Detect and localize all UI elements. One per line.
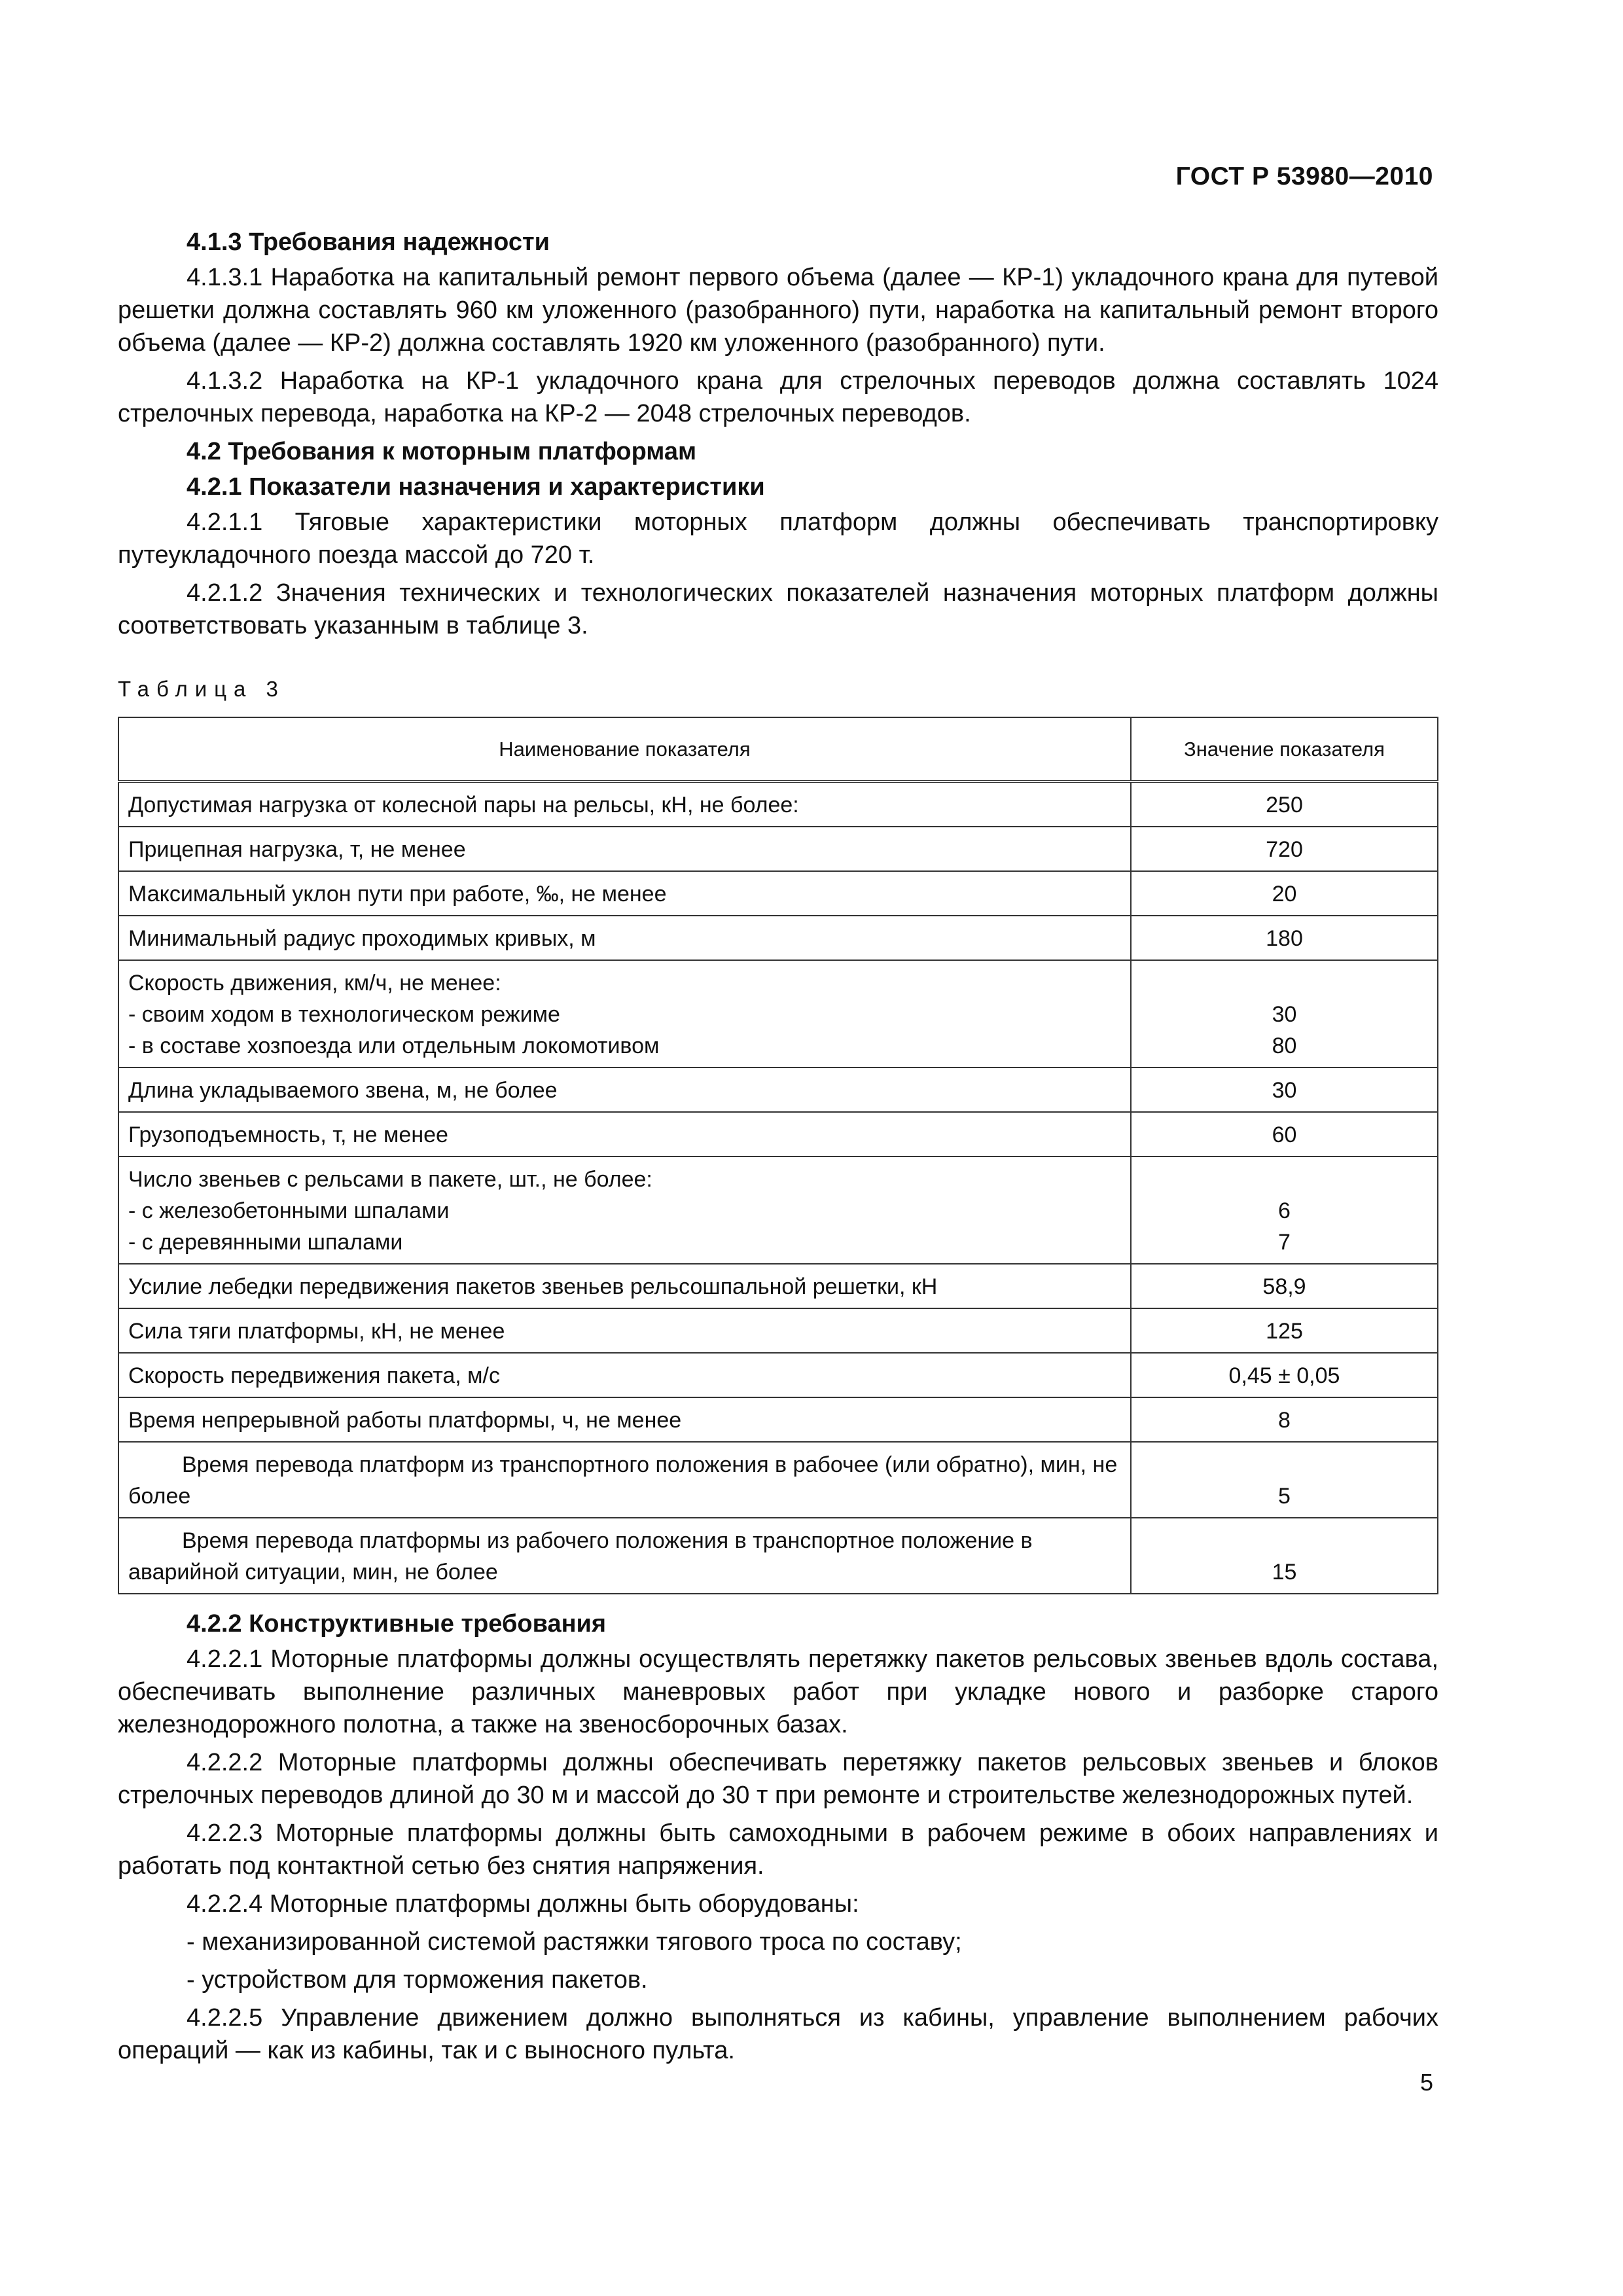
row-value-group (1131, 960, 1438, 1067)
table-row (118, 827, 1438, 871)
heading-4-2-1: 4.2.1 Показатели назначения и характеристики (187, 473, 765, 501)
row-name: Прицепная нагрузка, т, не менее (118, 827, 1131, 871)
row-value: 15 (1131, 1518, 1438, 1594)
table-row (118, 781, 1438, 827)
row-value: 6 (1278, 1198, 1291, 1223)
row-subitem: - своим ходом в технологическом режиме (128, 1002, 560, 1027)
row-name: Время непрерывной работы платформы, ч, не менее (118, 1397, 1131, 1442)
row-name: Число звеньев с рельсами в пакете, шт., не более: (128, 1167, 652, 1192)
paragraph-4-2-1-2: 4.2.1.2 Значения технических и технологических показателей назначения моторных платформ должны соответствовать указанным в таблице 3. (118, 579, 1438, 639)
row-name: Усилие лебедки передвижения пакетов звеньев рельсошпальной решетки, кН (118, 1264, 1131, 1308)
heading-4-1-3: 4.1.3 Требования надежности (187, 228, 550, 256)
row-name: Допустимая нагрузка от колесной пары на рельсы, кН, не более: (118, 781, 1131, 827)
table-caption: Таблица 3 (118, 677, 285, 701)
heading-4-2-2: 4.2.2 Конструктивные требования (187, 1610, 607, 1638)
table-row (118, 960, 1438, 1067)
row-value: 30 (1131, 1067, 1438, 1112)
specification-table (118, 717, 1438, 1594)
row-value: 7 (1278, 1230, 1291, 1255)
row-name-group (118, 1157, 1131, 1264)
row-name: Время перевода платформы из рабочего положения в транспортное положение в аварийной ситуации, мин, не более (128, 1528, 1033, 1585)
row-value: 720 (1131, 827, 1438, 871)
table-row (118, 1518, 1438, 1594)
row-value-group (1131, 1157, 1438, 1264)
table-row (118, 1067, 1438, 1112)
row-subitem: - в составе хозпоезда или отдельным локомотивом (128, 1033, 660, 1058)
row-name: Длина укладываемого звена, м, не более (118, 1067, 1131, 1112)
row-value: 250 (1131, 781, 1438, 827)
paragraph-4-2-2-1: 4.2.2.1 Моторные платформы должны осуществлять перетяжку пакетов рельсовых звеньев вдоль состава, обеспечивать выполнение различных маневровых работ при укладке нового и разборке старого железнодорожного полотна, а также на звеносборочных базах. (118, 1645, 1438, 1738)
document-code: ГОСТ Р 53980—2010 (1175, 162, 1433, 190)
table-row (118, 1442, 1438, 1518)
row-name: Время перевода платформ из транспортного положения в рабочее (или обратно), мин, не более (128, 1452, 1118, 1509)
paragraph-4-1-3-1: 4.1.3.1 Наработка на капитальный ремонт первого объема (далее — КР-1) укладочного крана для путевой решетки должна составлять 960 км уложенного (разобранного) пути, наработка на капитальный ремонт второго объема (далее — КР-2) должна составлять 1920 км уложенного (разобранного) пути. (118, 264, 1438, 357)
row-name: Скорость передвижения пакета, м/с (118, 1353, 1131, 1397)
row-name-group (118, 960, 1131, 1067)
paragraph-4-1-3-2: 4.1.3.2 Наработка на КР-1 укладочного крана для стрелочных переводов должна составлять 1024 стрелочных перевода, наработка на КР-2 — 2048 стрелочных переводов. (118, 367, 1438, 427)
row-value: 125 (1131, 1308, 1438, 1353)
document-body (118, 226, 1438, 2072)
row-value: 60 (1131, 1112, 1438, 1157)
table-row (118, 1308, 1438, 1353)
paragraph-4-2-1-1: 4.2.1.1 Тяговые характеристики моторных платформ должны обеспечивать транспортировку путеукладочного поезда массой до 720 т. (118, 509, 1438, 569)
paragraph-4-2-2-2: 4.2.2.2 Моторные платформы должны обеспечивать перетяжку пакетов рельсовых звеньев и блоков стрелочных переводов длиной до 30 м и массой до 30 т при ремонте и строительстве железнодорожных путей. (118, 1749, 1438, 1809)
column-header-value: Значение показателя (1131, 717, 1438, 781)
table-row (118, 871, 1438, 916)
list-item: - устройством для торможения пакетов. (187, 1966, 648, 1994)
row-subitem: - с железобетонными шпалами (128, 1198, 450, 1223)
row-value: 30 (1272, 1002, 1297, 1027)
list-item: - механизированной системой растяжки тягового троса по составу; (187, 1928, 962, 1956)
paragraph-4-2-2-3: 4.2.2.3 Моторные платформы должны быть самоходными в рабочем режиме в обоих направлениях и работать под контактной сетью без снятия напряжения. (118, 1820, 1438, 1880)
row-name: Максимальный уклон пути при работе, ‰, не менее (118, 871, 1131, 916)
table-header-row (118, 717, 1438, 781)
table-row (118, 1397, 1438, 1442)
row-value: 80 (1272, 1033, 1297, 1058)
table-row (118, 1264, 1438, 1308)
row-value: 58,9 (1131, 1264, 1438, 1308)
row-name: Минимальный радиус проходимых кривых, м (118, 916, 1131, 960)
row-value: 5 (1131, 1442, 1438, 1518)
column-header-name: Наименование показателя (118, 717, 1131, 781)
table-row (118, 916, 1438, 960)
paragraph-4-2-2-5: 4.2.2.5 Управление движением должно выполняться из кабины, управление выполнением рабочих операций — как из кабины, так и с выносного пульта. (118, 2004, 1438, 2064)
row-subitem: - с деревянными шпалами (128, 1230, 403, 1255)
row-value: 0,45 ± 0,05 (1131, 1353, 1438, 1397)
row-name: Сила тяги платформы, кН, не менее (118, 1308, 1131, 1353)
row-value: 180 (1131, 916, 1438, 960)
table-row (118, 1157, 1438, 1264)
row-name: Скорость движения, км/ч, не менее: (128, 971, 501, 996)
row-name: Грузоподъемность, т, не менее (118, 1112, 1131, 1157)
table-row (118, 1112, 1438, 1157)
heading-4-2: 4.2 Требования к моторным платформам (187, 438, 697, 465)
table-row (118, 1353, 1438, 1397)
row-value: 8 (1131, 1397, 1438, 1442)
row-value: 20 (1131, 871, 1438, 916)
page-number: 5 (1419, 2069, 1433, 2096)
paragraph-4-2-2-4: 4.2.2.4 Моторные платформы должны быть оборудованы: (187, 1890, 859, 1918)
